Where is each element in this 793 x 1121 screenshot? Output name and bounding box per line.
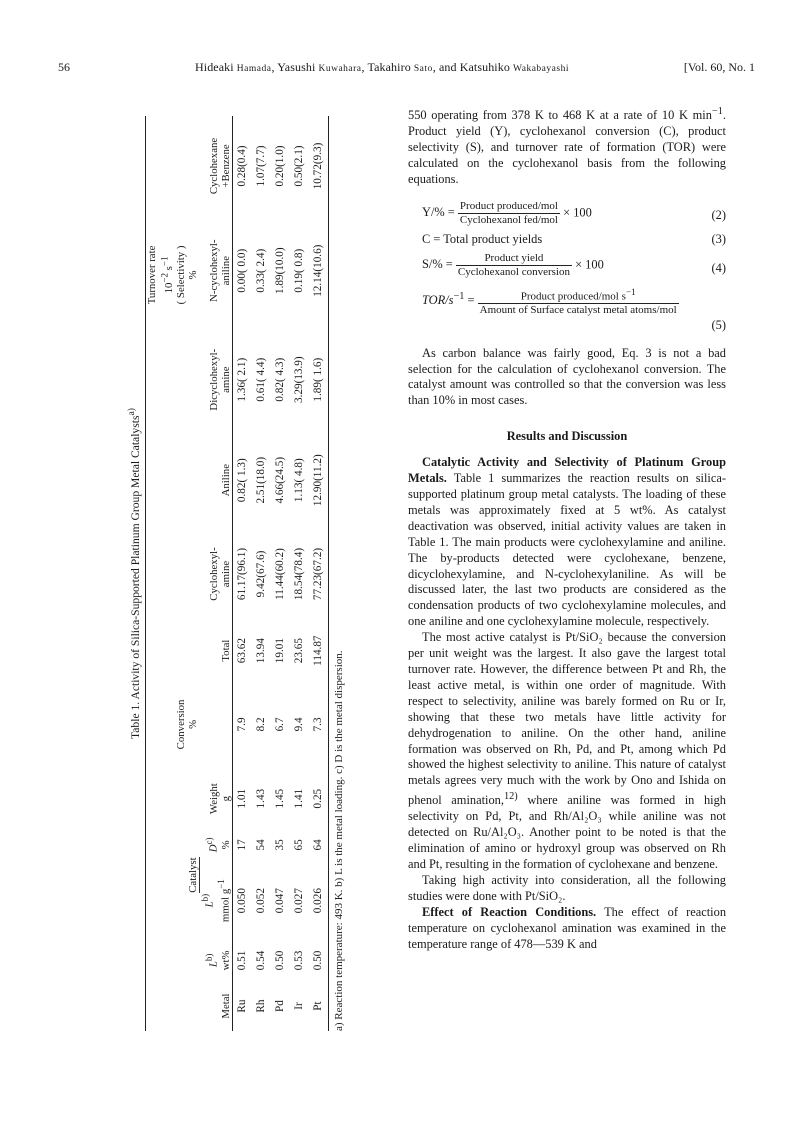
col-aniline: Aniline [219, 464, 232, 497]
col-n-cyclohexylaniline: N-cyclohexyl- aniline [207, 239, 232, 302]
author-4: Wakabayashi [513, 64, 569, 74]
table-row: Ir 0.53 0.027 65 1.41 9.4 23.65 18.54(78.4) 1.13( 4.8) 3.29(13.9) 0.19( 0.8) 0.50(2.1) [293, 145, 306, 1010]
paragraph-carbon-balance: As carbon balance was fairly good, Eq. 3 is not a bad selection for the calculation of cyclohexanol conversion. The catalyst amount was controlled so that the conversion was less than 10% in most cases. [408, 345, 726, 408]
col-cyclohexylamine: Cyclohexyl- amine [207, 547, 232, 601]
equation-5: TOR/$s^{-1}$ = $\frac{Product produced/mol s^{-1}}{\text{Amount of Surface catalyst metal atoms/mol}}$ (5) [422, 286, 726, 332]
equation-4: S/% = $\frac{\text{Product yield}}{\text{Cyclohexanol conversion}}$ × 100 (4) [422, 251, 726, 278]
table-row: Rh 0.54 0.052 54 1.43 8.2 13.94 9.42(67.6) 2.51(18.0) 0.61( 4.4) 0.33( 2.4) 1.07(7.7) [255, 145, 268, 1013]
author-2: Kuwahara [318, 64, 362, 74]
paragraph-intro: 550 operating from 378 K to 468 K at a rate of 10 K $\min^{-1}$. Product yield (Y), cyclohexanol conversion (C), product selectivity (S), and turnover rate of formation (TOR) were calculated on the cyclohexanol basis from the following equations. [408, 106, 726, 186]
col-total: Total [219, 639, 232, 662]
author-1: Hamada [236, 64, 272, 74]
table-row: Pd 0.50 0.047 35 1.45 6.7 19.01 11.44(60.2) 4.66(24.5) 0.82( 4.3) 1.89(10.0) 0.20(1.0) [274, 145, 287, 1012]
turnover-unit: $10^{-2}$ $s^{-1}$ [159, 256, 175, 294]
col-metal: Metal [219, 993, 232, 1019]
group-catalyst: Catalyst [186, 857, 199, 893]
table-row: Ru 0.51 0.050 17 1.01 7.9 63.62 61.17(96.1) 0.82( 1.3) 1.36( 2.1) 0.00( 0.0) 0.28(0.4) [236, 145, 249, 1013]
col-dicyclohexylamine: Dicyclohexyl- amine [207, 348, 232, 411]
authors-prefix: Hideaki [195, 60, 237, 74]
table-group-header: Catalyst Conversion % Turnover rate $10^{-2}$ $s^{-1}$ ( Selectivity ) % [146, 245, 199, 893]
col-dispersion: $D^{c)}$ % [204, 837, 232, 853]
author-3: Sato [413, 64, 433, 74]
table-1 [123, 116, 345, 1031]
group-conversion: Conversion [174, 699, 187, 750]
col-loading-mmol: $L^{b)}$ mmol $g^{-1}$ [199, 879, 232, 923]
group-turnover: Turnover rate [146, 245, 158, 305]
running-header-authors [195, 60, 569, 75]
table-row: Pt 0.50 0.026 64 0.25 7.3 114.87 77.23(67.2) 12.90(11.2) 1.89( 1.6) 12.14(10.6) 10.72(9.3) [312, 142, 325, 1011]
authors-mid-2: , Takahiro [361, 60, 414, 74]
paragraph-most-active: The most active catalyst is Pt/SiO₂ because the conversion per unit weight was the largest. It also gave the largest total turnover rate. However, the difference between Pt and Rh, the least active metal, is within one order of magnitude. With respect to selectivity, aniline was barely formed on Ru or Ir, showing that these two metals have little activity for dehydrogenation to aniline. On the other hand, aniline formation was observed on Rh, Pd, and Pt, among which Pd showed the highest selectivity to aniline. This nature of catalyst metals agrees very much with the work by Ono and Ishida on phenol amination,$^{12)}$ where aniline was formed in high selectivity on Pd, Pt, and Rh/Al₂O₃ while aniline was not detected on Ru/Al₂O₃. Another point to be noted is that the elimination of amino or hydroxyl group was observed on Rh and Pt, resulting in the formation of cyclohexane and benzene. [408, 630, 726, 871]
col-cyclohexane-benzene: Cyclohexane +Benzene [207, 137, 232, 195]
body-column [408, 104, 726, 952]
page-number: 56 [58, 60, 70, 74]
section-title: Results and Discussion [506, 429, 628, 444]
col-conversion-value [199, 680, 232, 769]
selectivity-unit: % [186, 270, 199, 280]
col-loading-wt: $L^{b)}$ wt% [204, 950, 232, 971]
authors-mid-3: , and Katsuhiko [432, 60, 514, 74]
equation-2: Y/% = $\frac{\text{Product produced/mol}}{\text{Cyclohexanol fed/mol}}$ × 100 (2) [422, 199, 726, 226]
conversion-unit: % [186, 719, 199, 729]
equation-3: C = Total product yields (3) [422, 231, 726, 246]
table-footnote: a) Reaction temperature: 493 K. b) L is the metal loading. c) D is the metal dispersion. [332, 650, 345, 1031]
table-col-header [199, 116, 232, 1031]
col-weight: Weight g [207, 783, 232, 815]
group-selectivity: Selectivity [174, 251, 187, 299]
paragraph-reaction-conditions: Effect of Reaction Conditions. The effect of reaction temperature on cyclohexanol amination was examined in the temperature range of 478—539 K and [408, 904, 727, 951]
authors-mid-1: , Yasushi [271, 60, 319, 74]
paragraph-catalytic-activity: Catalytic Activity and Selectivity of Platinum Group Metals. Table 1 summarizes the reaction results on silica-supported platinum group metal catalysts. The loading of these metals was approximately fixed at 5 wt%. As catalyst deactivation was observed, initial activity values are taken in Table 1. The main products were cyclohexylamine and aniline. The by-products detected were cyclohexane, benzene, dicyclohexylamine, and N-cyclohexylaniline. As will be discussed later, the last two products are considered as the condensation products of two cyclohexylamine molecules, and one aniline and one cyclohexylamine molecule, respectively. [408, 455, 726, 629]
table-caption: Table 1. Activity of Silica-Supported Platinum Group Metal Catalysts$^{a)}$ [126, 408, 142, 739]
volume-info: [Vol. 60, No. 1 [683, 60, 755, 74]
paragraph-taking: Taking high activity into consideration, all the following studies were done with Pt/SiO₂. [408, 872, 726, 903]
table-grid [145, 116, 329, 1031]
